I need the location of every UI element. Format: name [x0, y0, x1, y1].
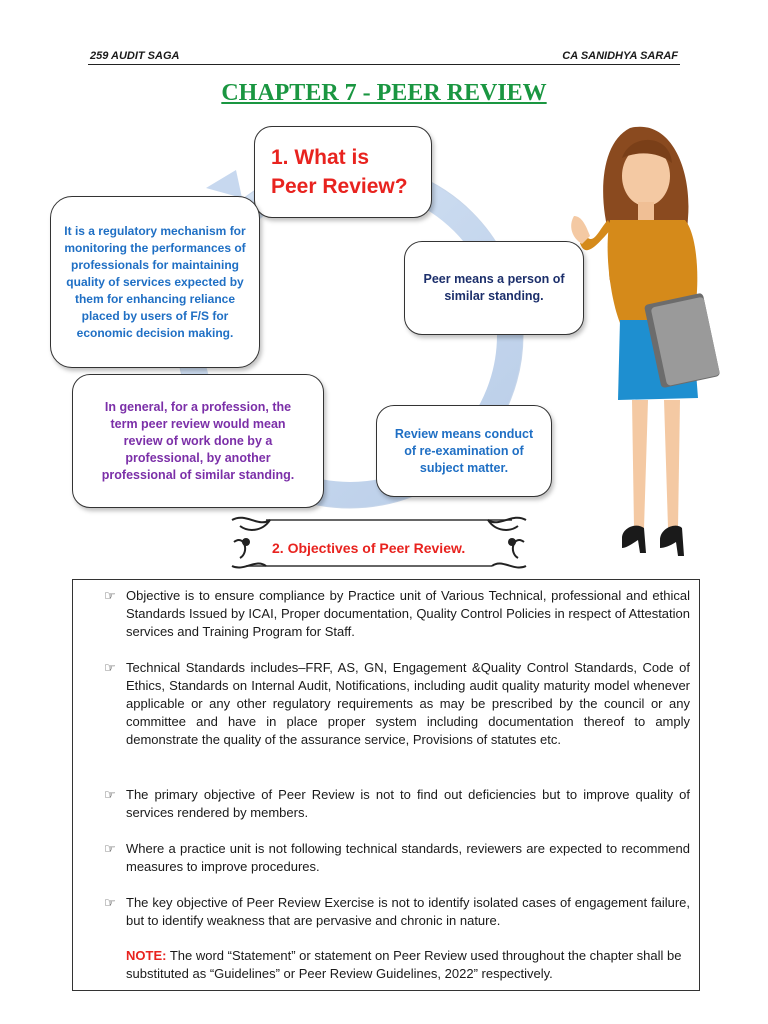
bullet-text: Technical Standards includes–FRF, AS, GN, Engagement &Quality Control Standards, Code of Ethics, Standards on Internal Audit, Notifications, including audit quality maturity model whenever applicable or any other regulatory requirements as may be prescribed by the council or any committee and have in place proper system including documentation thereof to amply demonstrate the quality of the assurance service, Provisions of statutes etc.: [126, 660, 690, 747]
header-left: 259 AUDIT SAGA: [90, 50, 180, 62]
list-item: [104, 659, 690, 749]
general-meaning-box: In general, for a profession, the term peer review would mean review of work done by a professional, by another professional of similar standing.: [72, 374, 324, 508]
list-item: [104, 587, 690, 641]
list-item: [104, 840, 690, 876]
page-title: CHAPTER 7 - PEER REVIEW: [221, 80, 547, 106]
list-item: [104, 894, 690, 930]
peer-meaning-box: Peer means a person of similar standing.: [404, 241, 584, 335]
pointing-hand-icon: ☞: [104, 660, 116, 675]
bullet-text: Where a practice unit is not following technical standards, reviewers are expected to recommend measures to improve procedures.: [126, 841, 690, 874]
what-is-peer-review-box: 1. What is Peer Review?: [254, 126, 432, 218]
woman-illustration: [560, 108, 760, 578]
bullet-text: The key objective of Peer Review Exercise is not to identify isolated cases of engagement failure, but to identify weakness that are pervasive and chronic in nature.: [126, 895, 690, 928]
note: [126, 947, 690, 983]
list-item: [104, 786, 690, 822]
note-label: NOTE:: [126, 948, 167, 963]
pointing-hand-icon: ☞: [104, 841, 116, 856]
pointing-hand-icon: ☞: [104, 588, 116, 603]
bullet-text: The primary objective of Peer Review is not to find out deficiencies but to improve quality of services rendered by members.: [126, 787, 690, 820]
review-meaning-box: Review means conduct of re-examination of subject matter.: [376, 405, 552, 497]
pointing-hand-icon: ☞: [104, 895, 116, 910]
objectives-heading: 2. Objectives of Peer Review.: [272, 540, 466, 556]
note-text: The word “Statement” or statement on Peer Review used throughout the chapter shall be substituted as “Guidelines” or Peer Review Guidelines, 2022” respectively.: [126, 948, 682, 981]
pointing-hand-icon: ☞: [104, 787, 116, 802]
header-right: CA SANIDHYA SARAF: [562, 50, 678, 62]
bullet-text: Objective is to ensure compliance by Practice unit of Various Technical, professional and ethical Standards Issued by ICAI, Proper documentation, Quality Control Policies in respect of Attestation services and Training Program for Staff.: [126, 588, 690, 639]
definition-box: It is a regulatory mechanism for monitoring the performances of professionals for maintaining quality of services expected by them for enhancing reliance placed by users of F/S for economic decision making.: [50, 196, 260, 368]
